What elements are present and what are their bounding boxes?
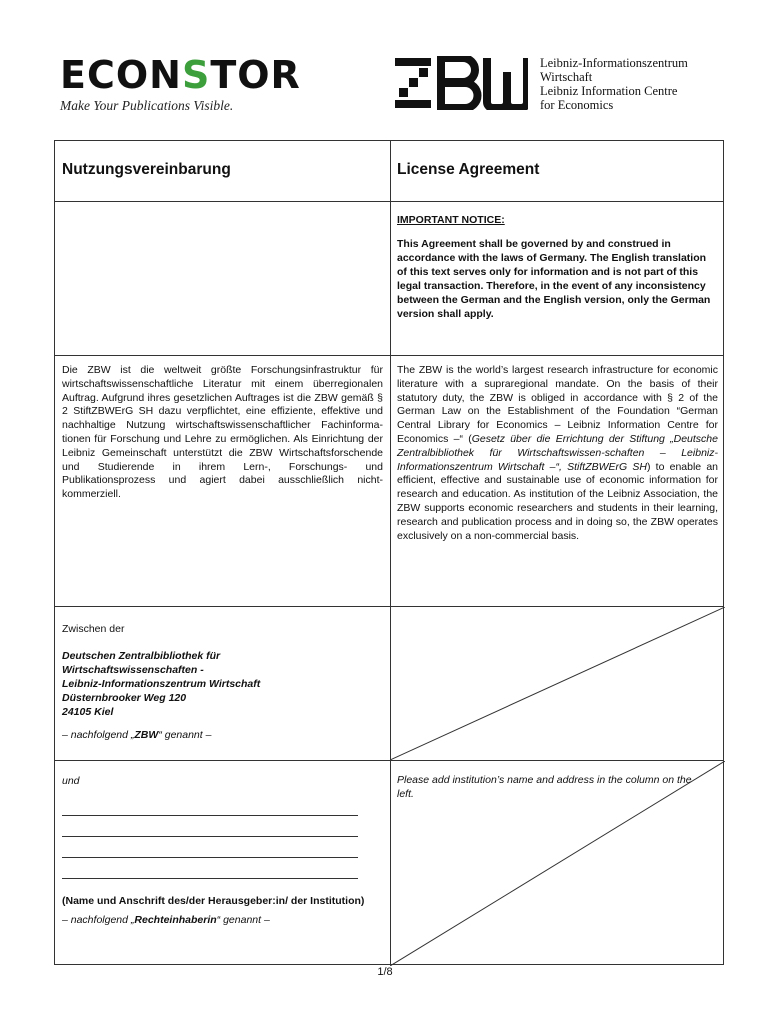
zbw-called-name: ZBW xyxy=(134,729,159,741)
name-address-field[interactable] xyxy=(62,878,358,879)
intro-de-cell xyxy=(55,356,390,606)
notice-cell xyxy=(390,202,725,355)
heading-de-cell xyxy=(55,141,390,201)
holder-party-cell xyxy=(55,761,390,966)
zbw-party-line: Wirtschaftswissenschaften - xyxy=(62,664,204,676)
name-address-field[interactable] xyxy=(62,836,358,837)
holder-called-prefix: – nachfolgend „ xyxy=(62,913,135,926)
holder-called-suffix: “ genannt – xyxy=(216,913,270,926)
name-address-field[interactable] xyxy=(62,857,358,858)
econstor-wordmark-text: ECONSTOR xyxy=(60,53,301,97)
heading-en: License Agreement xyxy=(397,161,540,178)
table-row-intro xyxy=(55,356,723,607)
zbw-logo xyxy=(393,56,688,112)
zbw-party-cell xyxy=(55,607,390,760)
zbw-party-address xyxy=(62,649,383,719)
zbw-party-line: Deutschen Zentralbibliothek für xyxy=(62,650,221,662)
zbw-called-note xyxy=(62,729,383,741)
zbw-party-line: 24105 Kiel xyxy=(62,706,114,718)
heading-de: Nutzungsvereinbarung xyxy=(62,161,231,178)
intro-en-law-name: Gesetz über die Errichtung der Stiftung „Deutsche Zentralbibliothek für Wirtschaftswissen-schaften – Leibniz-Informationszentrum Wirtschaft –“, StiftZBWErG SH xyxy=(397,432,718,473)
name-address-label: (Name und Anschrift des/der Herausgeber:in/ der Institution) xyxy=(62,894,365,907)
holder-called-name: Rechteinhaberin xyxy=(134,913,217,926)
econstor-logo xyxy=(60,53,301,114)
zbw-name-line: Wirtschaft xyxy=(540,70,593,84)
zbw-name-line: for Economics xyxy=(540,98,614,112)
table-row-zbw-party xyxy=(55,607,723,761)
zbw-logo-mark xyxy=(393,56,528,110)
zbw-institution-name xyxy=(540,56,688,112)
strike-through-diagonal xyxy=(390,607,725,760)
holder-party-en-cell xyxy=(390,761,725,966)
agreement-table xyxy=(54,140,724,965)
between-label: Zwischen der xyxy=(62,623,125,635)
econstor-tagline: Make Your Publications Visible. xyxy=(60,98,234,113)
intro-de-text: Die ZBW ist die weltweit größte Forschungsinfrastruktur für wirtschaftswissenschaftliche Literatur mit einem überregionalen Auftrag. Aufgrund ihres gesetzlichen Auftrages ist die ZBW gemäß § 2 StiftZBWErG SH dazu verpflichtet, eine effiziente, effektive und nachhaltige Nutzung wirtschaftswissenschaftlicher Fachinforma-tionen für Forschung und Lehre zu ermöglichen. Als Einrichtung der Leibniz Gemeinschaft unterstützt die ZBW Wirtschaftsforschende und Studierende in ihrem Lern-, Forschungs- und Publikationsprozess und agiert dabei ausschließlich nicht-kommerziell. xyxy=(62,364,383,501)
zbw-called-suffix: “ genannt – xyxy=(158,729,212,741)
econstor-wordmark-accent: S xyxy=(181,53,211,97)
table-row-headings xyxy=(55,141,723,202)
notice-empty-cell xyxy=(55,202,390,355)
table-row-notice xyxy=(55,202,723,356)
intro-en-part-1: The ZBW is the world’s largest research infrastructure for economic literature with a supraregional mandate. On the basis of their statutory duty, the ZBW is obliged in accordance with § 2 of the German Law on the Establishment of the Foundation “German Central Library for Economics – Leibniz Information Centre for Economics –“ ( xyxy=(397,364,718,445)
zbw-party-en-cell xyxy=(390,607,725,760)
intro-en-cell xyxy=(390,356,725,606)
notice-title: IMPORTANT NOTICE: xyxy=(397,214,505,226)
and-label: und xyxy=(62,775,80,787)
zbw-party-line: Düsternbrooker Weg 120 xyxy=(62,692,187,704)
zbw-name-line: Leibniz-Informationszentrum xyxy=(540,56,688,70)
zbw-name-line: Leibniz Information Centre xyxy=(540,84,678,98)
econstor-wordmark xyxy=(60,53,301,97)
zbw-called-prefix: – nachfolgend „ xyxy=(62,729,135,741)
heading-en-cell xyxy=(390,141,725,201)
page-number: 1/8 xyxy=(377,966,393,978)
zbw-party-line: Leibniz-Informationszentrum Wirtschaft xyxy=(62,678,261,690)
table-row-holder-party xyxy=(55,761,723,966)
notice-body: This Agreement shall be governed by and construed in accordance with the laws of Germany. The English translation of this text serves only for information and is not part of this legal transaction. Therefore, in the event of any inconsistency between the German and the English version, only the German version shall apply. xyxy=(397,238,711,320)
holder-called-note xyxy=(62,914,383,926)
intro-en-part-2: ) to enable an efficient, effective and sustainable use of economic information for research and education. As institution of the Leibniz Association, the ZBW supports economic researchers and students in their learning, research and publication process and in doing so, the ZBW operates exclusively on a non-commercial basis. xyxy=(397,460,719,542)
en-party-hint: Please add institution’s name and address in the column on the left. xyxy=(397,774,692,800)
name-address-field[interactable] xyxy=(62,815,358,816)
intro-en-text xyxy=(397,364,718,543)
